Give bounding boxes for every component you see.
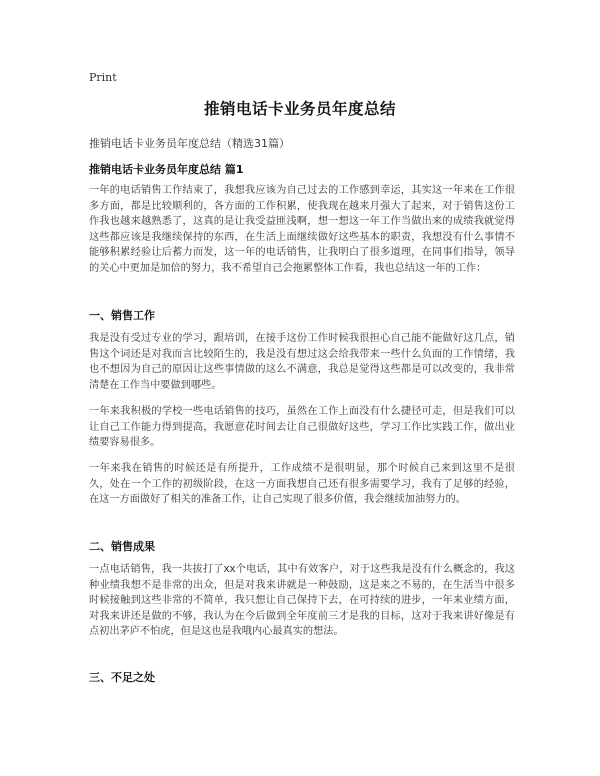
- section3-heading: 三、不足之处: [89, 671, 155, 684]
- section1-paragraph-3: 一年来我在销售的时候还是有所提升，工作成绩不是很明显，那个时候自己来到这里不是很久，处在一个工作的初级阶段，在这一方面我想自己还有很多需要学习，我有了足够的经验，在这一方面做好了相关的准备工作，让自己实现了很多价值，我会继续加油努力的。: [89, 463, 515, 505]
- document-subtitle: 推销电话卡业务员年度总结（精选31篇）: [89, 137, 290, 150]
- document-title: 推销电话卡业务员年度总结: [203, 100, 396, 118]
- print-label[interactable]: Print: [89, 71, 117, 84]
- section2-heading: 二、销售成果: [89, 540, 155, 553]
- section1-heading: 一、销售工作: [89, 309, 155, 322]
- section1-paragraph-1: 我是没有受过专业的学习，跟培训，在接手这份工作时候我很担心自己能不能做好这几点，销售这个词还是对我而言比较陌生的，我是没有想过这会给我带来一些什么负面的工作情绪，我也不想因为自己的原因让这些事情做的这么不满意，我总是觉得这些都是可以改变的，我非常清楚在工作当中要做到哪些。: [89, 333, 515, 391]
- section2-paragraph-1: 一点电话销售，我一共拔打了xx个电话，其中有效客户，对于这些我是没有什么概念的，我这种业绩我想不是非常的出众，但是对我来讲就是一种鼓励，这是来之不易的，在生活当中很多时候接触到这些非常的不简单，我只想让自己保持下去，在可持续的进步，一年来业绩方面，对我来讲还是做的不够，我认为在今后做到全年度前三才是我的目标，这对于我来讲好像是有点初出茅庐不怕虎，但是这也是我哦内心最真实的想法。: [89, 564, 515, 637]
- section1-paragraph-2: 一年来我积极的学校一些电话销售的技巧，虽然在工作上面没有什么捷径可走，但是我们可以让自己工作能力得到提高，我愿意花时间去让自己很做好这些，学习工作比实践工作，做出业绩要容易很多。: [89, 406, 515, 448]
- intro-paragraph: 一年的电话销售工作结束了，我想我应该为自己过去的工作感到幸运，其实这一年来在工作很多方面，都是比较顺利的，各方面的工作积累，使我现在越来月强大了起来，对于销售这份工作我也越来越熟悉了，这真的是让我受益匪浅啊，想一想这一年工作当做出来的成绩我就觉得这些都应该是我继续保持的东西，在生活上面继续做好这些基本的职责，我想没有什么事情不能够积累经验让后蓄力而发，这一年的电话销售，让我明白了很多道理，在同事们指导，领导的关心中更加是加倍的努力，我不希望自己会拖累整体工作看，我也总结这一年的工作：: [89, 185, 515, 274]
- article-heading: 推销电话卡业务员年度总结 篇1: [89, 163, 244, 176]
